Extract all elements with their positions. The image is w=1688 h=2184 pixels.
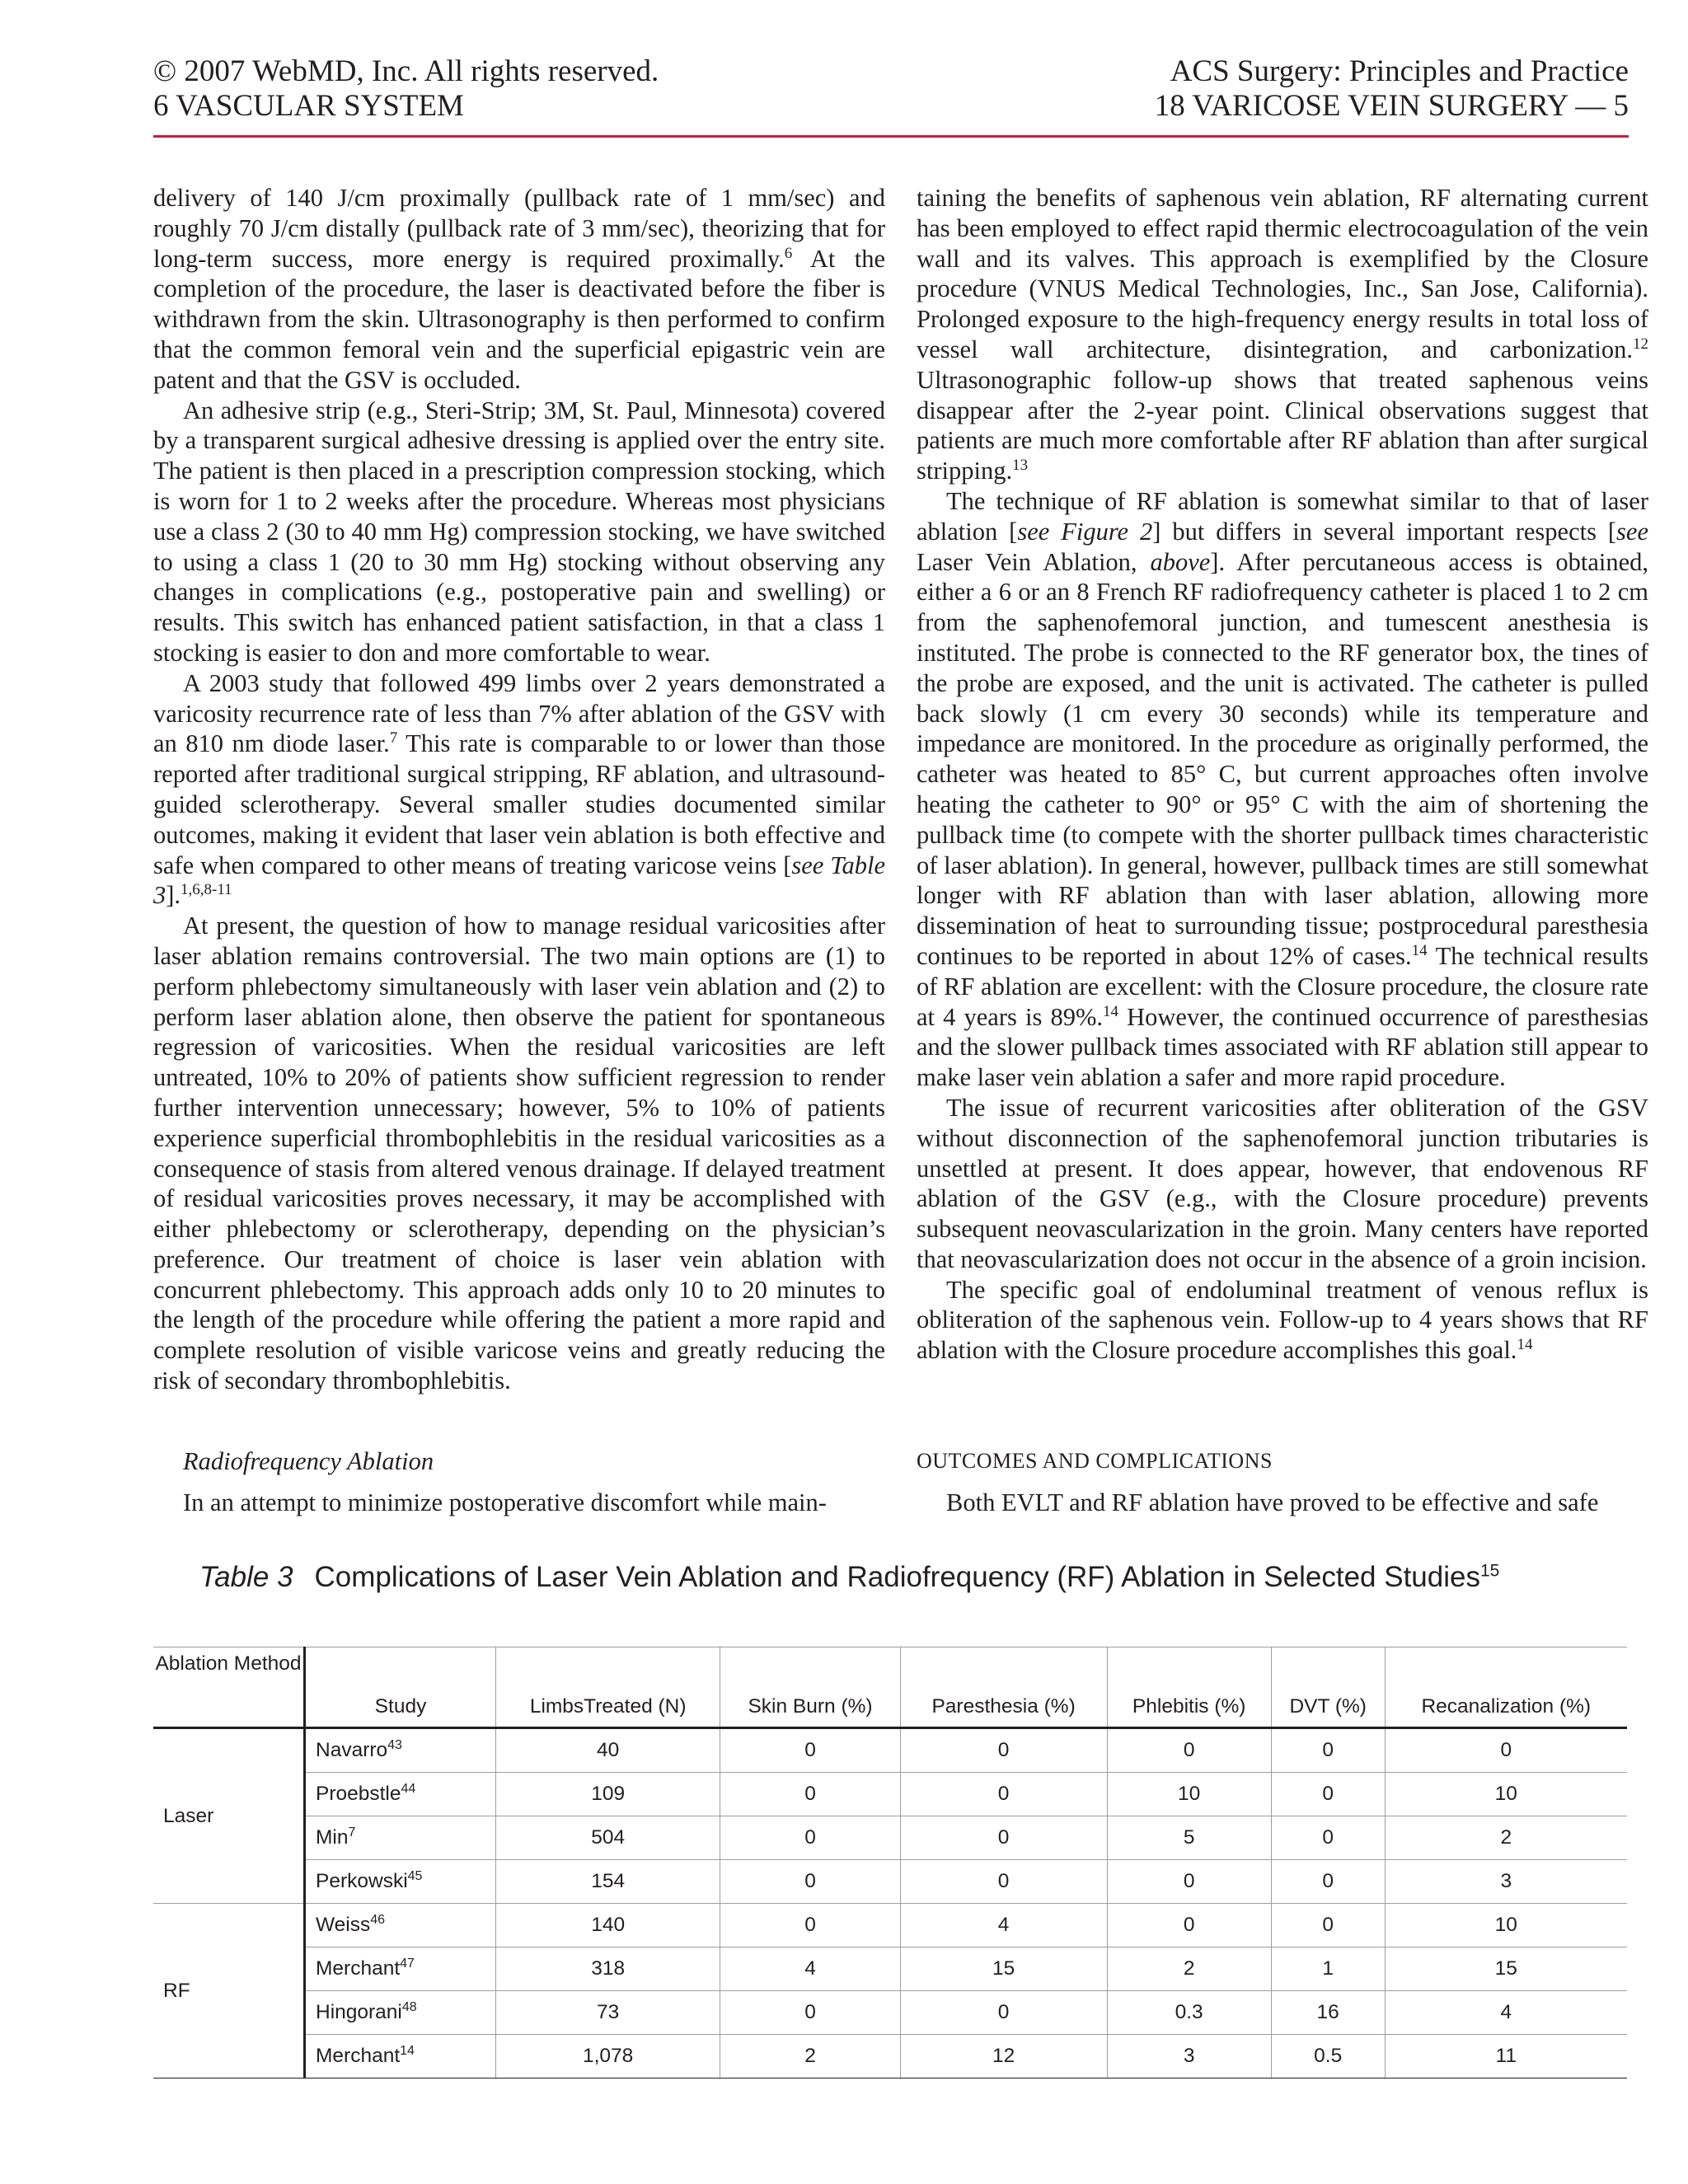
skin-burn-cell: 0: [720, 1773, 900, 1816]
skin-burn-cell: 0: [720, 1816, 900, 1860]
dvt-cell: 0: [1271, 1904, 1385, 1947]
study-cell: Merchant$^{14}$: [305, 2035, 496, 2079]
method-cell-laser: Laser: [153, 1728, 305, 1904]
table-label: Table 3: [199, 1561, 293, 1593]
skin-burn-cell: 0: [720, 1991, 900, 2035]
limbs-cell: 40: [496, 1728, 720, 1773]
paragraph: The specific goal of endoluminal treatment of venous reflux is obliteration of the saphenous vein. Follow-up to 4 years shows that RF ablation with the Closure procedure accomplishes this goal.$^{14}$: [917, 1275, 1648, 1365]
complications-table: [153, 1647, 1627, 2079]
header-rule: [153, 135, 1629, 138]
running-header-right: [804, 54, 1629, 124]
dvt-cell: 0: [1271, 1816, 1385, 1860]
paragraph: The issue of recurrent varicosities after obliteration of the GSV without disconnection of the saphenofemoral junction tributaries is unsettled at present. It does appear, however, that endovenous RF ablation of the GSV (e.g., with the Closure procedure) prevents subsequent neovascularization in the groin. Many centers have reported that neovascularization does not occur in the absence of a groin incision.: [917, 1093, 1648, 1273]
column-header: Recanalization (%): [1385, 1647, 1627, 1728]
citation: 15: [1479, 1561, 1500, 1581]
recanalization-cell: 10: [1385, 1904, 1627, 1947]
left-column: [153, 183, 885, 1396]
phlebitis-cell: 0: [1107, 1728, 1271, 1773]
paragraph: A 2003 study that followed 499 limbs over 2 years demonstrated a varicosity recurrence rate of less than 7% after ablation of the GSV with an 810 nm diode laser.$^7$ This rate is comparable to or lower than those reported after traditional surgical stripping, RF ablation, and ultrasound-guided sclerotherapy. Several smaller studies documented similar outcomes, making it evident that laser vein ablation is both effective and safe when compared to other means of treating varicose veins [see Table 3].$^{1,6,8-11}$: [153, 668, 885, 910]
citation: 14: [1517, 1336, 1533, 1354]
phlebitis-cell: 10: [1107, 1773, 1271, 1816]
right-column: [917, 183, 1648, 1366]
chapter-line: 18 VARICOSE VEIN SURGERY — 5: [1154, 89, 1629, 123]
paresthesia-cell: 0: [900, 1773, 1107, 1816]
paragraph: The technique of RF ablation is somewhat similar to that of laser ablation [see Figure 2] but differs in several important respects [see Laser Vein Ablation, above]. After percutaneous access is obtained, either a 6 or an 8 French RF radiofrequency catheter is placed 1 to 2 cm from the saphenofemoral junction, and tumescent anesthesia is instituted. The probe is connected to the RF generator box, the tines of the probe are exposed, and the unit is activated. The catheter is pulled back slowly (1 cm every 30 seconds) while its temperature and impedance are monitored. In the procedure as originally performed, the catheter was heated to 85° C, but current approaches often involve heating the catheter to 90° or 95° C with the aim of shortening the pullback time (to compete with the shorter pullback times characteristic of laser ablation). In general, however, pullback times are still somewhat longer with RF ablation than with laser ablation, allowing more dissemination of heat to surrounding tissue; postprocedural paresthesia continues to be reported in about 12% of cases.$^{14}$ The technical results of RF ablation are excellent: with the Closure procedure, the closure rate at 4 years is 89%.$^{14}$ However, the continued occurrence of paresthesias and the slower pullback times associated with RF ablation still appear to make laser vein ablation a safer and more rapid procedure.: [917, 486, 1649, 1092]
table-title: Complications of Laser Vein Ablation and Radiofrequency (RF) Ablation in Selected Studies: [314, 1561, 1480, 1593]
heading-outcomes: OUTCOMES AND COMPLICATIONS: [917, 1449, 1273, 1473]
phlebitis-cell: 0.3: [1107, 1991, 1271, 2035]
cross-reference: see Table 3: [153, 851, 885, 910]
paresthesia-cell: 0: [900, 1816, 1107, 1860]
dvt-cell: 0: [1271, 1728, 1385, 1773]
skin-burn-cell: 0: [720, 1860, 900, 1904]
table-row: [153, 1860, 1627, 1904]
method-cell-rf: RF: [153, 1904, 305, 2079]
limbs-cell: 140: [496, 1904, 720, 1947]
dvt-cell: 16: [1271, 1991, 1385, 2035]
column-header: Phlebitis (%): [1107, 1647, 1271, 1728]
table-row: [153, 1991, 1627, 2035]
citation: 13: [1012, 457, 1029, 475]
study-cell: Navarro$^{43}$: [305, 1728, 496, 1773]
citation: 12: [1633, 335, 1648, 353]
column-header: LimbsTreated (N): [496, 1647, 720, 1728]
table-header-row: [153, 1647, 1627, 1728]
recanalization-cell: 10: [1385, 1773, 1627, 1816]
cross-reference: see Figure 2: [1017, 517, 1153, 546]
column-header: Skin Burn (%): [720, 1647, 900, 1728]
copyright-line: © 2007 WebMD, Inc. All rights reserved.: [153, 54, 659, 88]
citation: 6: [784, 244, 793, 262]
skin-burn-cell: 0: [720, 1728, 900, 1773]
phlebitis-cell: 5: [1107, 1816, 1271, 1860]
paresthesia-cell: 4: [900, 1904, 1107, 1947]
skin-burn-cell: 2: [720, 2035, 900, 2079]
phlebitis-cell: 0: [1107, 1904, 1271, 1947]
paresthesia-cell: 15: [900, 1947, 1107, 1991]
column-header: Study: [305, 1647, 496, 1728]
skin-burn-cell: 0: [720, 1904, 900, 1947]
paragraph-continued: Both EVLT and RF ablation have proved to be effective and safe: [946, 1488, 1599, 1516]
table-row: [153, 1728, 1627, 1773]
running-header-left: [153, 54, 659, 124]
paresthesia-cell: 0: [900, 1728, 1107, 1773]
paresthesia-cell: 0: [900, 1860, 1107, 1904]
citation: 1,6,8-11: [181, 881, 232, 899]
phlebitis-cell: 0: [1107, 1860, 1271, 1904]
column-header: Ablation Method: [155, 1652, 302, 1675]
recanalization-cell: 3: [1385, 1860, 1627, 1904]
phlebitis-cell: 3: [1107, 2035, 1271, 2079]
subheading-radiofrequency-ablation: Radiofrequency Ablation: [183, 1447, 434, 1475]
table-row: [153, 2035, 1627, 2079]
study-cell: Weiss$^{46}$: [305, 1904, 496, 1947]
section-line: 6 VASCULAR SYSTEM: [153, 89, 464, 123]
column-header: Paresthesia (%): [900, 1647, 1107, 1728]
column-header: DVT (%): [1271, 1647, 1385, 1728]
recanalization-cell: 4: [1385, 1991, 1627, 2035]
table-row: [153, 1816, 1627, 1860]
paragraph: delivery of 140 J/cm proximally (pullback rate of 1 mm/sec) and roughly 70 J/cm distally (pullback rate of 3 mm/sec), theorizing that for long-term success, more energy is required proximally.$^6$ At the completion of the procedure, the laser is deactivated before the fiber is withdrawn from the skin. Ultrasonography is then performed to confirm that the common femoral vein and the superficial epigastric vein are patent and that the GSV is occluded.: [153, 184, 885, 394]
recanalization-cell: 0: [1385, 1728, 1627, 1773]
study-cell: Perkowski$^{45}$: [305, 1860, 496, 1904]
limbs-cell: 109: [496, 1773, 720, 1816]
phlebitis-cell: 2: [1107, 1947, 1271, 1991]
recanalization-cell: 2: [1385, 1816, 1627, 1860]
citation: 7: [389, 729, 398, 748]
citation: 14: [1411, 941, 1428, 959]
limbs-cell: 73: [496, 1991, 720, 2035]
paragraph: An adhesive strip (e.g., Steri-Strip; 3M, St. Paul, Minnesota) covered by a transparent surgical adhesive dressing is applied over the entry site. The patient is then placed in a prescription compression stocking, which is worn for 1 to 2 weeks after the procedure. Whereas most physicians use a class 2 (30 to 40 mm Hg) compression stocking, we have switched to using a class 1 (20 to 30 mm Hg) stocking without observing any changes in complications (e.g., postoperative pain and swelling) or results. This switch has enhanced patient satisfaction, in that a class 1 stocking is easier to don and more comfortable to wear.: [153, 396, 885, 667]
table-row: [153, 1904, 1627, 1947]
study-cell: Hingorani$^{48}$: [305, 1991, 496, 2035]
book-title: ACS Surgery: Principles and Practice: [1170, 54, 1629, 88]
paresthesia-cell: 12: [900, 2035, 1107, 2079]
limbs-cell: 1,078: [496, 2035, 720, 2079]
dvt-cell: 0: [1271, 1773, 1385, 1816]
study-cell: Merchant$^{47}$: [305, 1947, 496, 1991]
paresthesia-cell: 0: [900, 1991, 1107, 2035]
table-row: [153, 1947, 1627, 1991]
limbs-cell: 154: [496, 1860, 720, 1904]
limbs-cell: 318: [496, 1947, 720, 1991]
dvt-cell: 0: [1271, 1860, 1385, 1904]
skin-burn-cell: 4: [720, 1947, 900, 1991]
cross-reference: above: [1150, 547, 1211, 576]
recanalization-cell: 15: [1385, 1947, 1627, 1991]
limbs-cell: 504: [496, 1816, 720, 1860]
paragraph: taining the benefits of saphenous vein ablation, RF alternating current has been employed to effect rapid thermic electrocoagulation of the vein wall and its valves. This approach is exemplified by the Closure procedure (VNUS Medical Technologies, Inc., San Jose, California). Prolonged exposure to the high-frequency energy results in total loss of vessel wall architecture, disintegration, and carbonization.$^{12}$ Ultrasonographic follow-up shows that treated saphenous veins disappear after the 2-year point. Clinical observations suggest that patients are much more comfortable after RF ablation than after surgical stripping.$^{13}$: [917, 184, 1648, 485]
paragraph: At present, the question of how to manage residual varicosities after laser ablation remains controversial. The two main options are (1) to perform phlebectomy simultaneously with laser vein ablation and (2) to perform laser ablation alone, then observe the patient for spontaneous regression of varicosities. When the residual varicosities are left untreated, 10% to 20% of patients show sufficient regression to render further intervention unnecessary; however, 5% to 10% of patients experience superficial thrombophlebitis in the residual varicosities as a consequence of stasis from altered venous drainage. If delayed treatment of residual varicosities proves necessary, it may be accomplished with either phlebectomy or sclerotherapy, depending on the physician’s preference. Our treatment of choice is laser vein ablation with concurrent phlebectomy. This approach adds only 10 to 20 minutes to the length of the procedure while offering the patient a more rapid and complete resolution of visible varicose veins and greatly reducing the risk of secondary thrombophlebitis.: [153, 912, 885, 1395]
table-row: [153, 1773, 1627, 1816]
study-cell: Min$^7$: [305, 1816, 496, 1860]
paragraph-continued: In an attempt to minimize postoperative discomfort while main-: [183, 1488, 827, 1516]
citation: 14: [1103, 1002, 1118, 1020]
table-caption: [199, 1561, 1499, 1594]
recanalization-cell: 11: [1385, 2035, 1627, 2079]
dvt-cell: 1: [1271, 1947, 1385, 1991]
study-cell: Proebstle$^{44}$: [305, 1773, 496, 1816]
dvt-cell: 0.5: [1271, 2035, 1385, 2079]
cross-reference: see: [1616, 517, 1648, 546]
